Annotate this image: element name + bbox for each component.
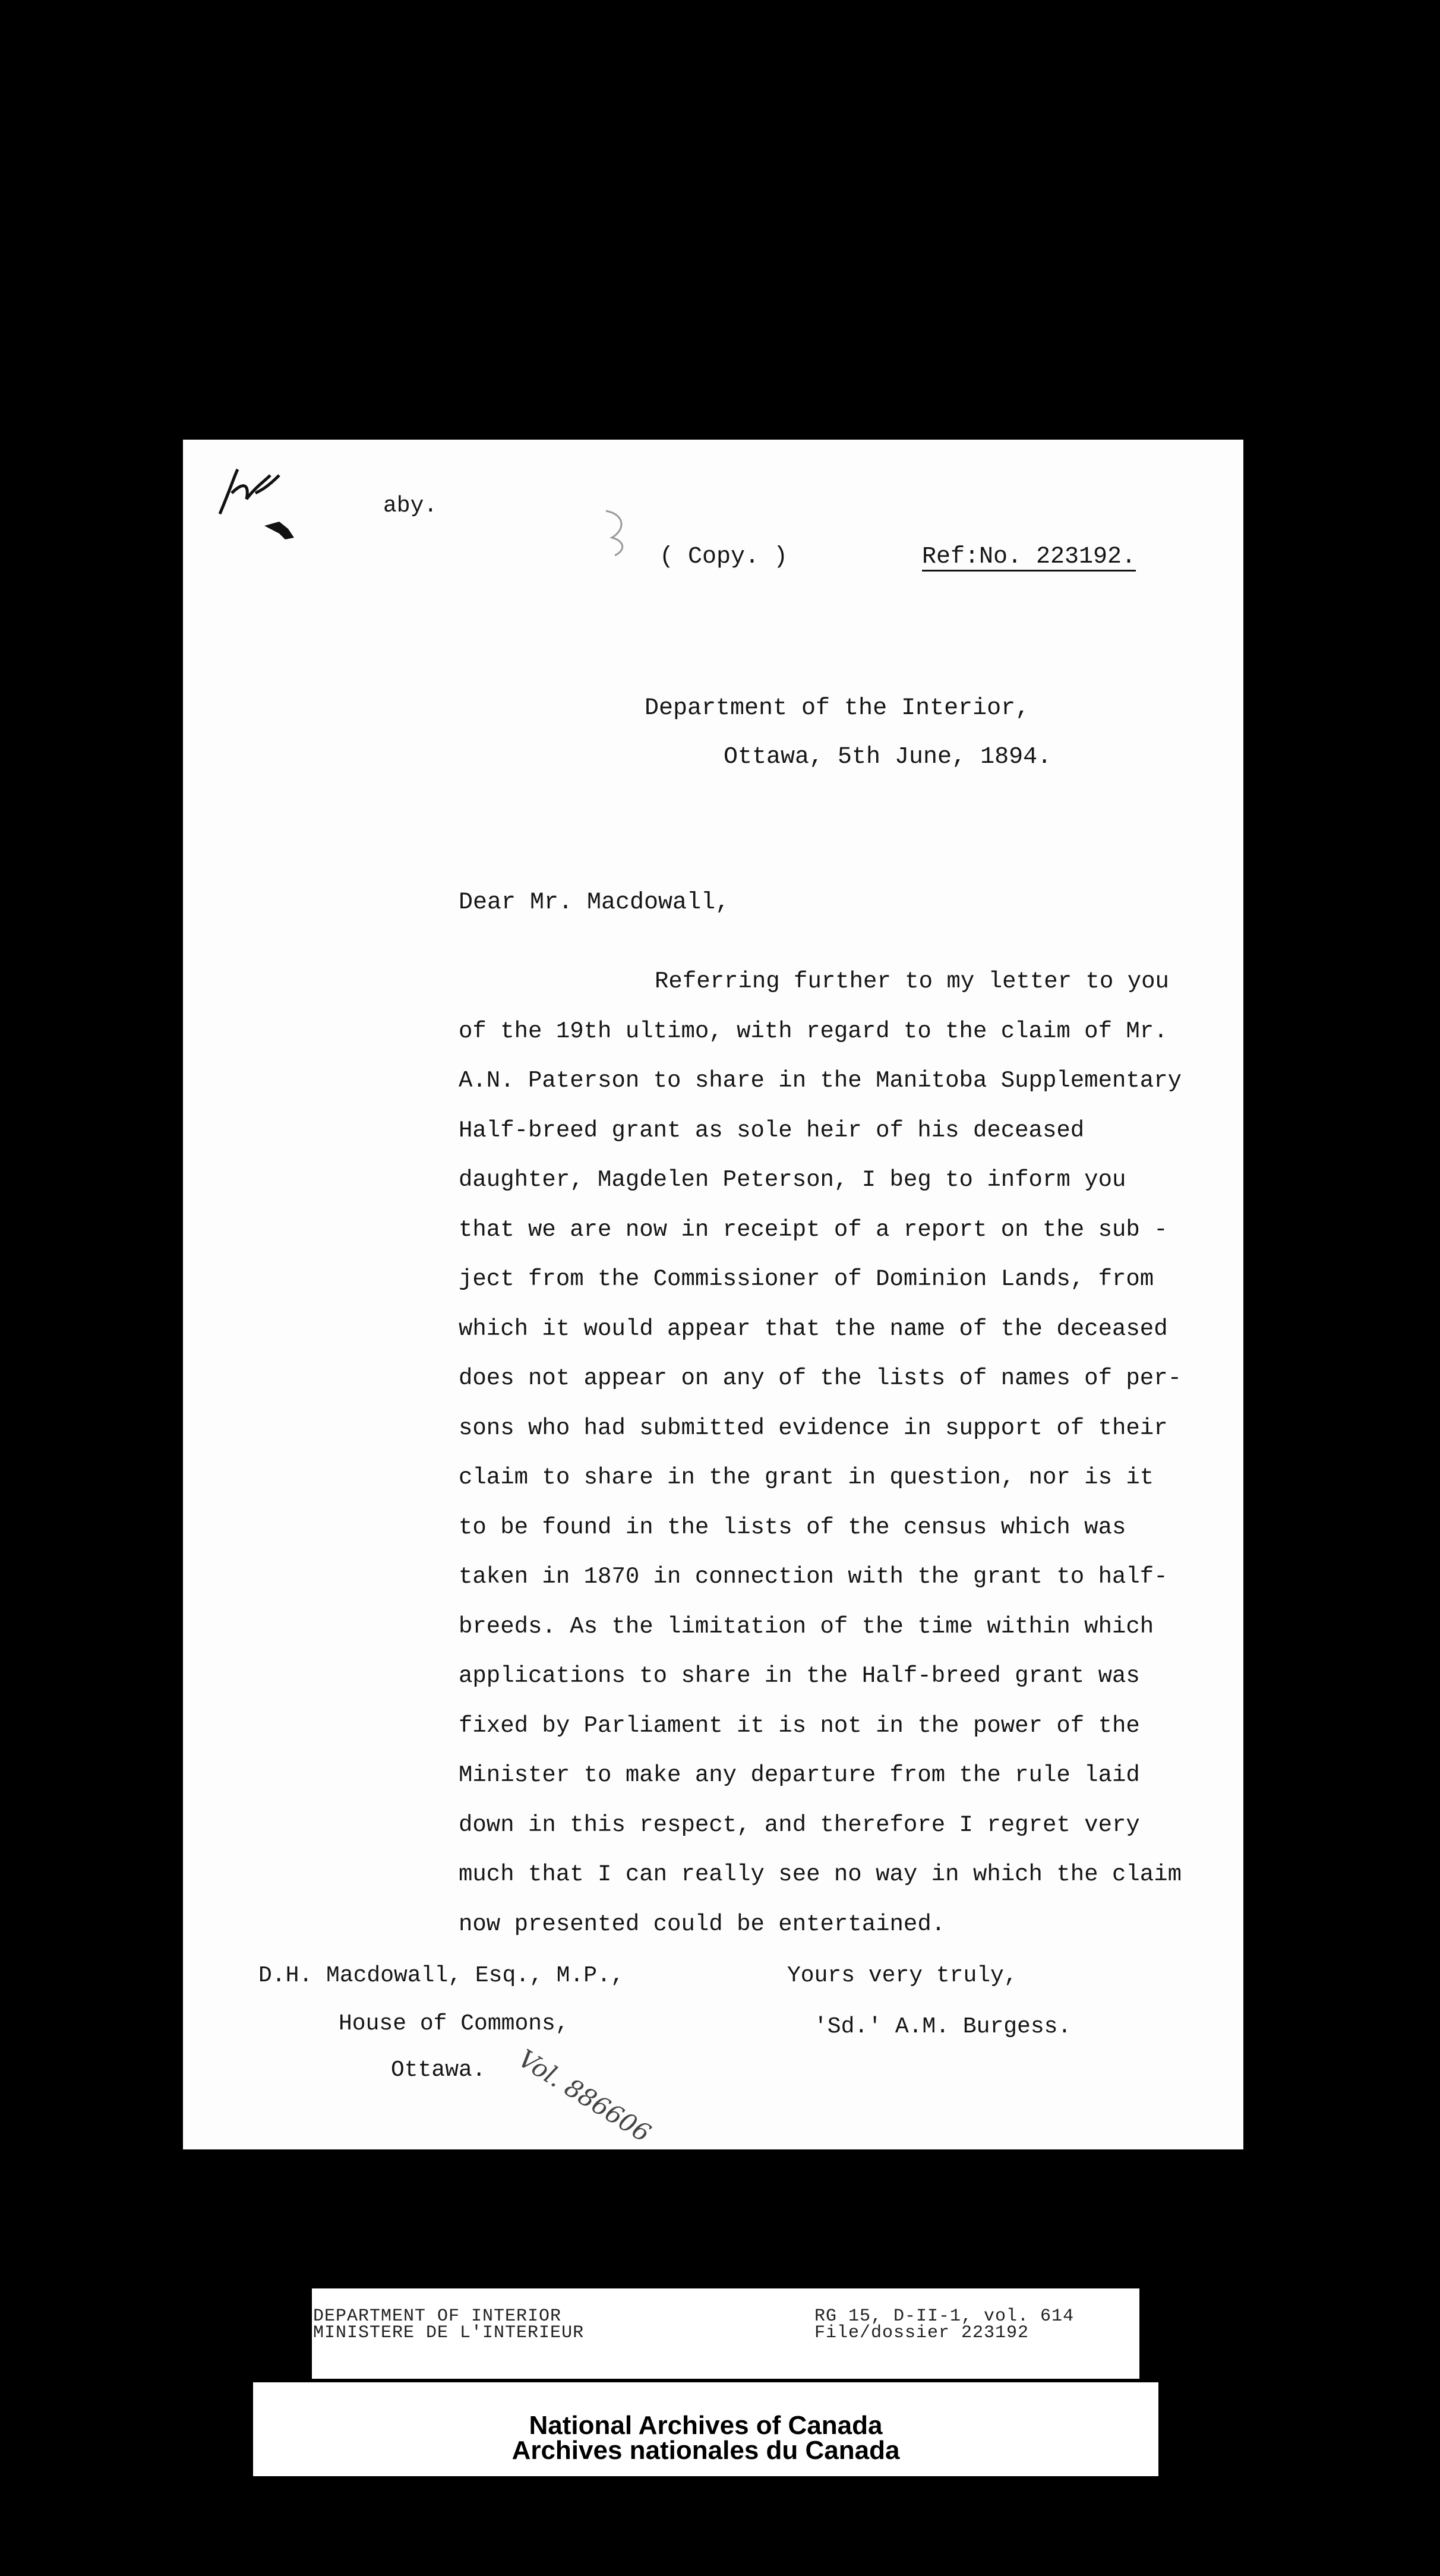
body-line: to be found in the lists of the census which was (459, 1514, 1126, 1540)
body-line: now presented could be entertained. (459, 1911, 946, 1937)
body-line: ject from the Commissioner of Dominion Lands, from (459, 1266, 1154, 1292)
body-line: Minister to make any departure from the rule laid (459, 1762, 1140, 1788)
body-line: which it would appear that the name of the deceased (459, 1316, 1168, 1342)
body-line: taken in 1870 in connection with the grant to half- (459, 1564, 1168, 1590)
sender-department: Department of the Interior, (645, 695, 1030, 722)
stamp-rg-ref: RG 15, D-II-1, vol. 614 (814, 2306, 1075, 2326)
archival-stamp (312, 2288, 1139, 2379)
body-line: applications to share in the Half-breed grant was (459, 1663, 1140, 1689)
body-line: sons who had submitted evidence in support of their (459, 1415, 1168, 1441)
corner-note: aby. (383, 493, 438, 519)
body-line: claim to share in the grant in question, nor is it (459, 1464, 1154, 1491)
addressee-name: D.H. Macdowall, Esq., M.P., (258, 1963, 624, 1988)
handwritten-volume-note: Vol. 886606 (513, 2044, 656, 2148)
archives-label (253, 2382, 1158, 2476)
body-line: Half-breed grant as sole heir of his deceased (459, 1117, 1085, 1144)
addressee-city: Ottawa. (391, 2057, 486, 2083)
handwritten-initials (214, 457, 285, 523)
ink-blot-mark (261, 517, 303, 547)
body-line: down in this respect, and therefore I regret very (459, 1812, 1140, 1838)
body-line: that we are now in receipt of a report on the sub - (459, 1217, 1168, 1243)
stamp-dept-fr: MINISTERE DE L'INTERIEUR (313, 2323, 585, 2343)
pencil-bracket-mark (600, 505, 636, 558)
reference-number: Ref:No. 223192. (922, 544, 1136, 570)
archives-name-fr: Archives nationales du Canada (511, 2436, 900, 2465)
body-line: much that I can really see no way in which the claim (459, 1861, 1182, 1887)
archives-name-en: National Archives of Canada (529, 2411, 883, 2440)
body-line: breeds. As the limitation of the time within which (459, 1614, 1154, 1640)
body-line: does not appear on any of the lists of names of per- (459, 1365, 1182, 1391)
addressee-house: House of Commons, (339, 2011, 569, 2037)
closing: Yours very truly, (787, 1963, 1018, 1988)
stamp-file-ref: File/dossier 223192 (814, 2323, 1030, 2343)
body-line: A.N. Paterson to share in the Manitoba Supplementary (459, 1068, 1182, 1094)
salutation: Dear Mr. Macdowall, (459, 889, 730, 916)
body-line: fixed by Parliament it is not in the power of the (459, 1713, 1140, 1739)
copy-label: ( Copy. ) (659, 544, 788, 570)
body-line: of the 19th ultimo, with regard to the claim of Mr. (459, 1018, 1168, 1044)
body-line: daughter, Magdelen Peterson, I beg to inform you (459, 1167, 1126, 1193)
sender-place-date: Ottawa, 5th June, 1894. (724, 744, 1052, 771)
body-line: Referring further to my letter to you (655, 968, 1169, 995)
signature: 'Sd.' A.M. Burgess. (814, 2014, 1072, 2040)
stamp-dept-en: DEPARTMENT OF INTERIOR (313, 2306, 562, 2326)
